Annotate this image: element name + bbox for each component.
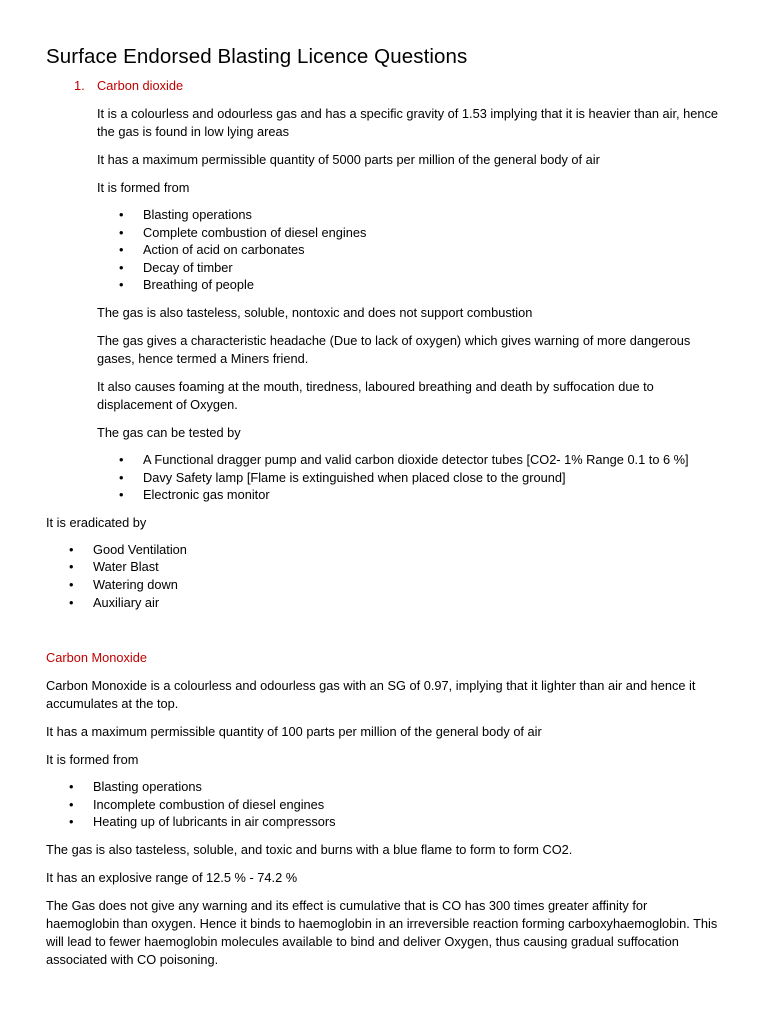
co2-heading-number: 1. [74,78,85,93]
list-item: • Davy Safety lamp [Flame is extinguished when placed close to the ground] [46,469,722,487]
co2-formed-from-list [46,206,722,294]
list-item: • Blasting operations [46,778,722,796]
co2-properties: The gas is also tasteless, soluble, nontoxic and does not support combustion [97,304,533,320]
list-item: • Incomplete combustion of diesel engines [46,796,722,814]
document-title: Surface Endorsed Blasting Licence Questions [46,45,468,68]
co2-eradicated-list [46,541,722,611]
co-heading: Carbon Monoxide [46,650,148,666]
list-item: • A Functional dragger pump and valid carbon dioxide detector tubes [CO2- 1% Range 0.1 to 6 %] [46,451,722,469]
list-item: • Auxiliary air [46,594,722,612]
co2-headache-warning: The gas gives a characteristic headache (Due to lack of oxygen) which gives warning of more dangerous gases, hence termed a Miners friend. [97,332,691,366]
co-formed-from-label: It is formed from [46,752,139,768]
list-item: • Complete combustion of diesel engines [46,224,722,242]
co-permissible-quantity: It has a maximum permissible quantity of 100 parts per million of the general body of air [46,724,542,740]
co2-eradicated-label: It is eradicated by [46,514,147,530]
list-item: • Decay of timber [46,259,722,277]
co-description: Carbon Monoxide is a colourless and odourless gas with an SG of 0.97, implying that it lighter than air and hence it accumulates at the top. [46,678,696,712]
co-properties: The gas is also tasteless, soluble, and toxic and burns with a blue flame to form to form CO2. [46,841,573,857]
list-item: • Blasting operations [46,206,722,224]
co2-permissible-quantity: It has a maximum permissible quantity of 5000 parts per million of the general body of air [97,152,600,167]
list-item: • Electronic gas monitor [46,486,722,504]
co-explosive-range: It has an explosive range of 12.5 % - 74.2 % [46,869,298,885]
co-toxicity-explanation: The Gas does not give any warning and its effect is cumulative that is CO has 300 times greater affinity for haemoglobin than oxygen. Hence it binds to haemoglobin in an irreversible reaction forming carboxyhaemoglobin. This will lead to fewer haemoglobin molecules available to bind and deliver Oxygen, thus causing gradual suffocation associated with CO poisoning. [46,897,718,967]
co2-heading [46,77,722,95]
co2-formed-from-label: It is formed from [97,180,190,195]
co2-description: It is a colourless and odourless gas and has a specific gravity of 1.53 implying that it is heavier than air, hence the gas is found in low lying areas [97,106,718,139]
co-formed-from-list [46,778,722,831]
list-item: • Water Blast [46,558,722,576]
list-item: • Good Ventilation [46,541,722,559]
list-item: • Heating up of lubricants in air compressors [46,813,722,831]
co2-tested-list [46,451,722,504]
list-item: • Action of acid on carbonates [46,241,722,259]
co2-effects: It also causes foaming at the mouth, tiredness, laboured breathing and death by suffocation due to displacement of Oxygen. [97,378,654,412]
list-item: • Breathing of people [46,276,722,294]
list-item: • Watering down [46,576,722,594]
co2-heading-text: Carbon dioxide [97,78,184,93]
co2-tested-label: The gas can be tested by [97,424,241,440]
